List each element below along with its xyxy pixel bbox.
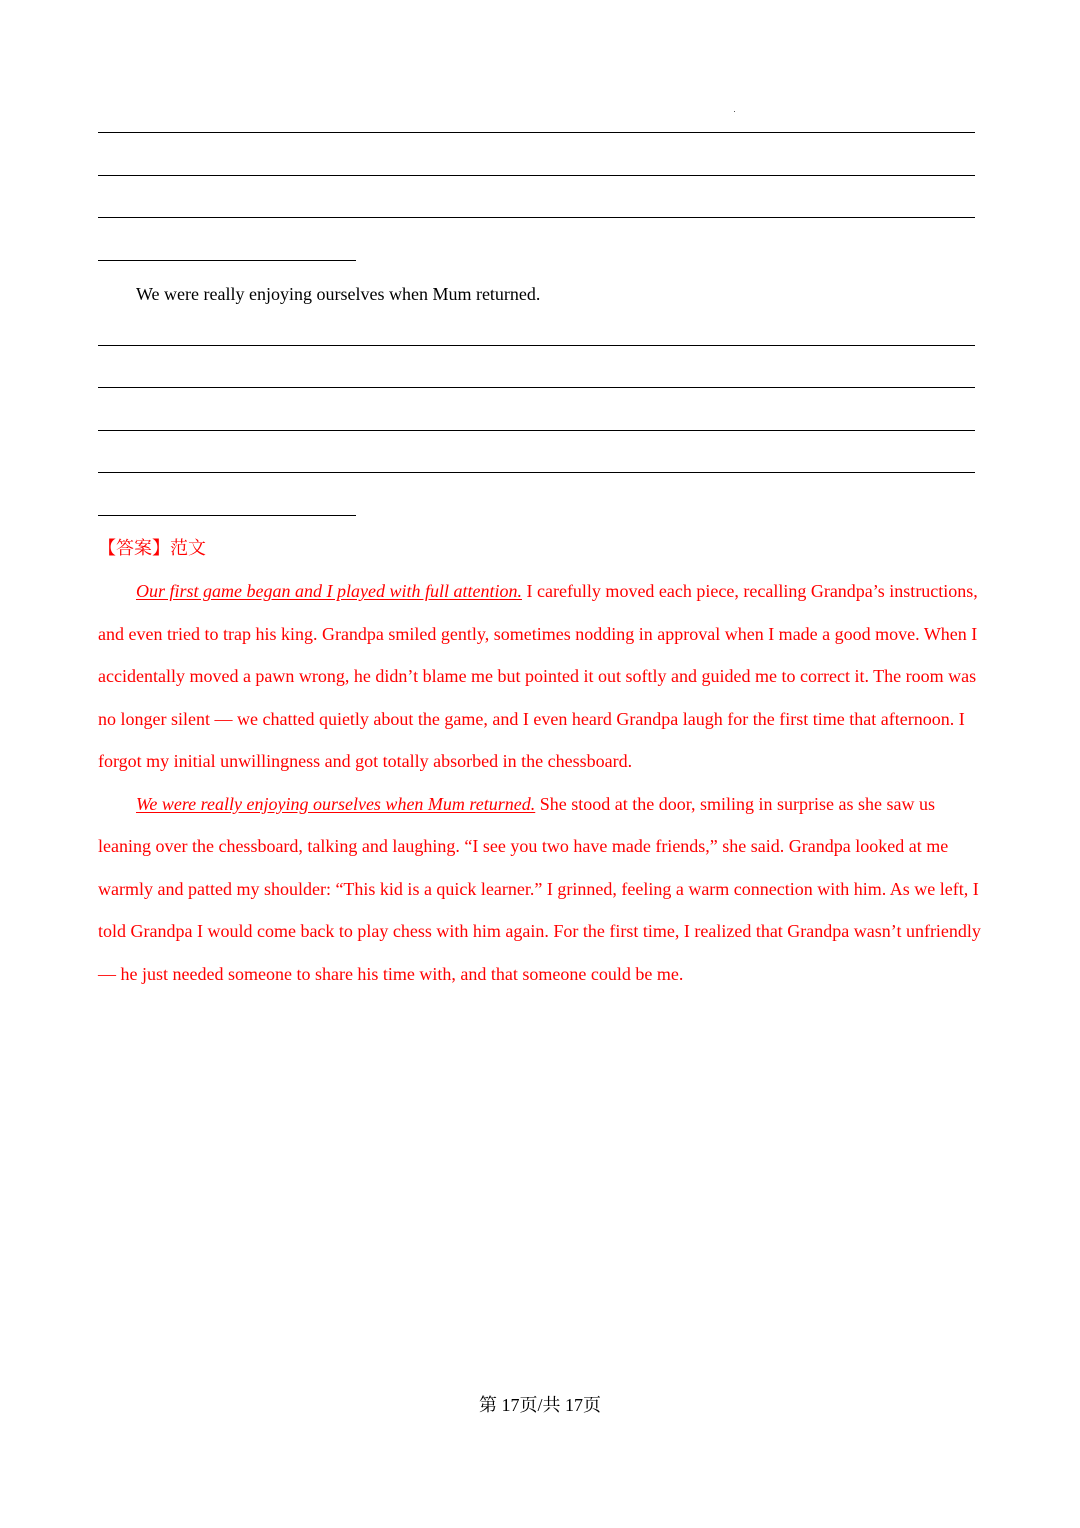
writing-line — [98, 345, 975, 346]
writing-line — [98, 387, 975, 388]
writing-line — [98, 217, 975, 218]
paragraph-prompt: We were really enjoying ourselves when Mum returned. — [136, 284, 541, 304]
writing-line-short — [98, 260, 356, 261]
writing-line-short — [98, 515, 356, 516]
model-essay — [98, 570, 988, 995]
paragraph-1-lead: Our first game began and I played with full attention. — [136, 581, 522, 601]
essay-paragraph-2 — [98, 783, 988, 996]
writing-line — [98, 430, 975, 431]
page-number: 第 17页/共 17页 — [478, 1395, 601, 1415]
paragraph-2-lead: We were really enjoying ourselves when Mum returned. — [136, 793, 536, 814]
writing-line — [98, 132, 975, 133]
paragraph-2-text: She stood at the door, smiling in surprise as she saw us leaning over the chessboard, talking and laughing. “I see you two have made friends,” she said. Grandpa looked at me warmly and patted my shoulder: “This kid is a quick learner.” I grinned, feeling a warm connection with him. As we left, I told Grandpa I would come back to play chess with him again. For the first time, I realized that Grandpa wasn’t unfriendly — he just needed someone to share his time with, and that someone could be me. — [98, 793, 981, 984]
paragraph-1-text: I carefully moved each piece, recalling Grandpa’s instructions, and even tried to trap his king. Grandpa smiled gently, sometimes nodding in approval when I made a good move. When I accidentally moved a pawn wrong, he didn’t blame me but pointed it out softly and guided me to correct it. The room was no longer silent — we chatted quietly about the game, and I even heard Grandpa laugh for the first time that afternoon. I forgot my initial unwillingness and got totally absorbed in the chessboard. — [98, 581, 978, 771]
speck-mark — [734, 111, 735, 112]
writing-line — [98, 175, 975, 176]
answer-heading: 【答案】范文 — [98, 538, 206, 558]
essay-paragraph-1 — [98, 570, 988, 783]
writing-line — [98, 472, 975, 473]
